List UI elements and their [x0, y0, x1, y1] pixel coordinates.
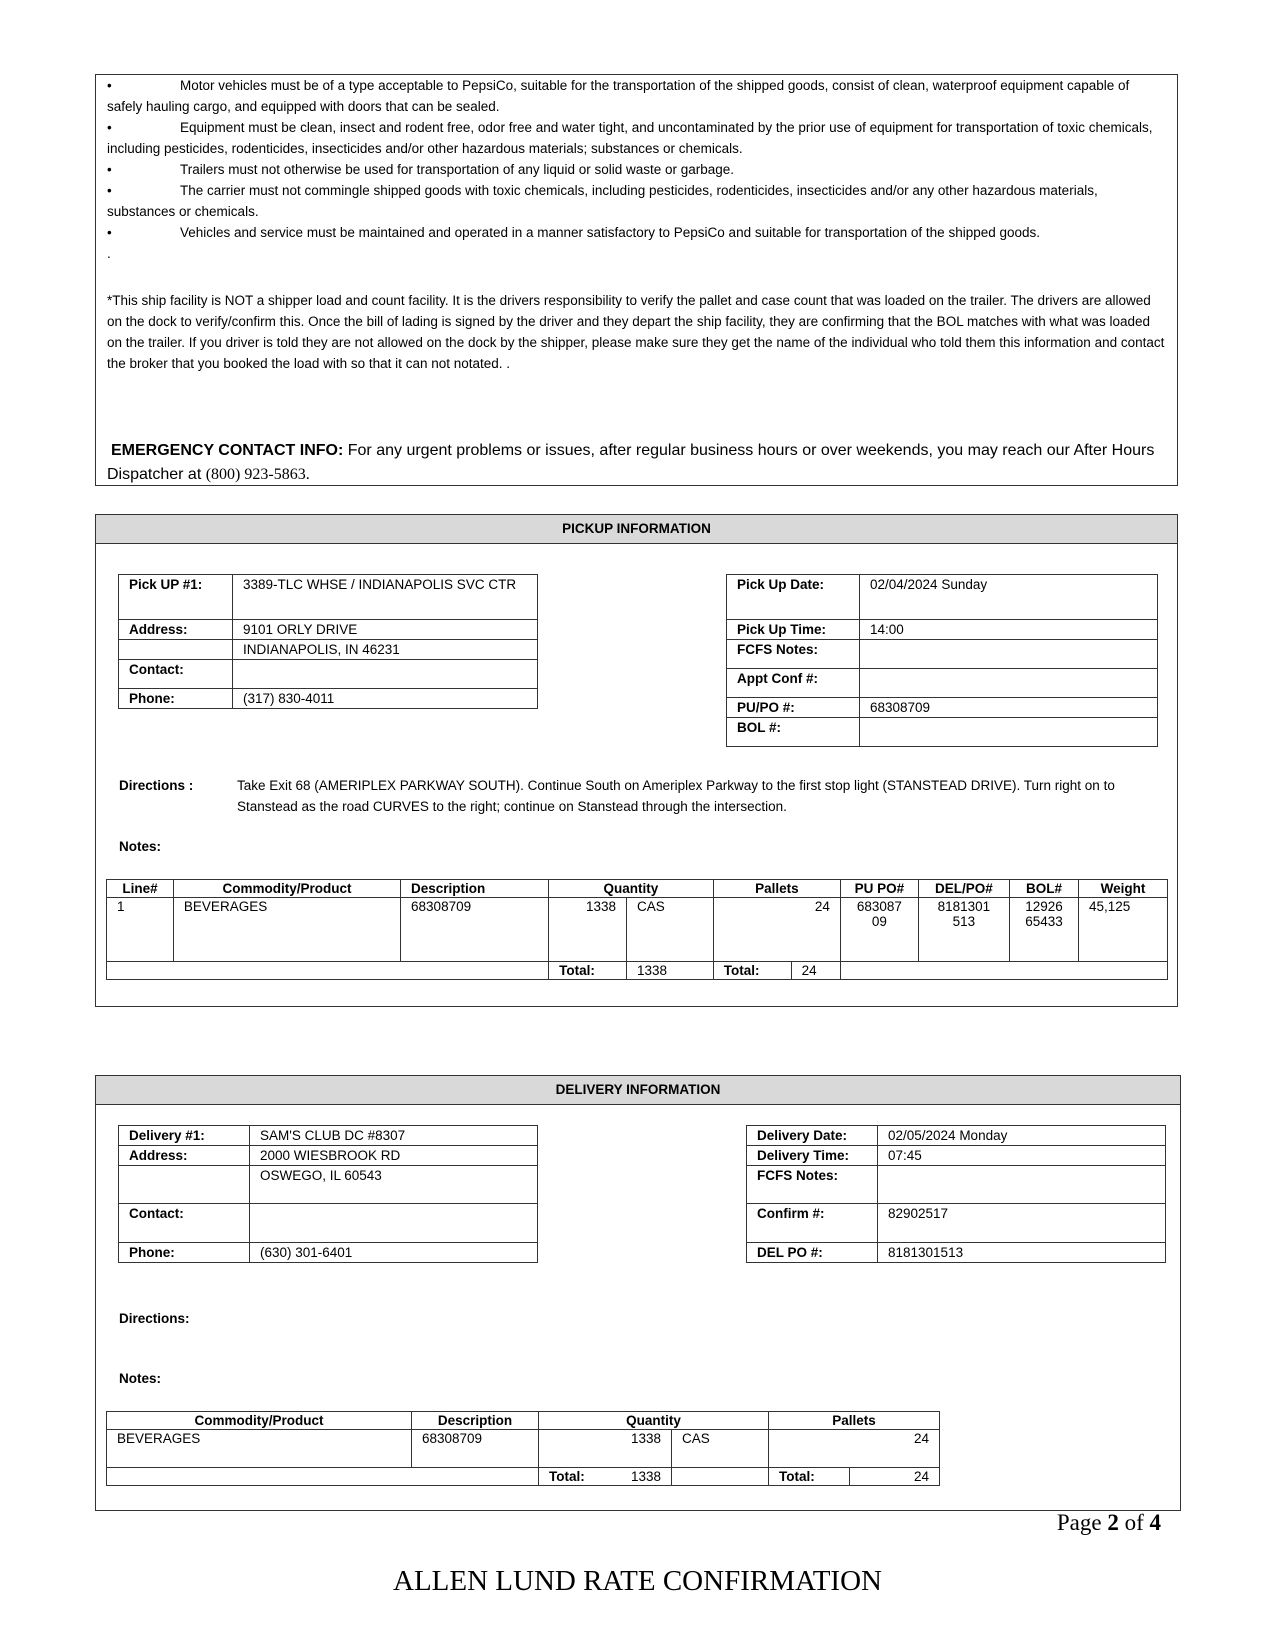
delivery-date-value: 02/05/2024 Monday [878, 1126, 1166, 1146]
terms-bullet-4 [107, 180, 1167, 222]
delivery-number-label: Delivery #1: [119, 1126, 250, 1146]
empty-cell [119, 1166, 250, 1204]
pickup-contact-value [233, 660, 538, 689]
item-description: 68308709 [401, 898, 549, 962]
pickup-contact-label: Contact: [119, 660, 233, 689]
delivery-confirm-value: 82902517 [878, 1204, 1166, 1243]
table-row [107, 1430, 940, 1468]
total-pallets-label: Total: [713, 962, 791, 980]
item-pallets: 24 [713, 898, 840, 962]
item-bol: 12926 65433 [1009, 898, 1078, 962]
pickup-fcfs-value [860, 640, 1158, 669]
bullet-text: Motor vehicles must be of a type acceptable to PepsiCo, suitable for the transportation of the shipped goods, consist of clean, waterproof equipment capable of safely hauling cargo, and equipped with doors that can be sealed. [107, 78, 1130, 114]
pickup-number-value: 3389-TLC WHSE / INDIANAPOLIS SVC CTR [233, 575, 538, 620]
pickup-phone-label: Phone: [119, 689, 233, 709]
item-pu-po: 683087 09 [840, 898, 918, 962]
item-unit: CAS [672, 1430, 769, 1468]
pickup-bol-value [860, 718, 1158, 747]
delivery-confirm-label: Confirm #: [747, 1204, 878, 1243]
delivery-fcfs-value [878, 1166, 1166, 1204]
pickup-date-value: 02/04/2024 Sunday [860, 575, 1158, 620]
terms-bullet-1 [107, 75, 1167, 117]
delivery-time-label: Delivery Time: [747, 1146, 878, 1166]
terms-bullet-list [107, 75, 1167, 264]
col-pallets: Pallets [769, 1412, 940, 1430]
total-pallets-value: 24 [850, 1468, 940, 1486]
empty-cell [840, 962, 1167, 980]
terms-bullet-5 [107, 222, 1167, 243]
delivery-contact-label: Contact: [119, 1204, 250, 1243]
total-qty-cell [539, 1468, 672, 1486]
pickup-section [95, 514, 1178, 1007]
item-line: 1 [107, 898, 174, 962]
emergency-text: For any urgent problems or issues, after regular business hours or over weekends, you may reach our After Hours Dispatcher at [107, 442, 1155, 483]
terms-bullet-3 [107, 159, 1167, 180]
page-total: 4 [1149, 1510, 1161, 1535]
empty-cell [107, 1468, 539, 1486]
page-current: 2 [1107, 1510, 1119, 1535]
delivery-address-line1: 2000 WIESBROOK RD [250, 1146, 538, 1166]
delivery-delpo-label: DEL PO #: [747, 1243, 878, 1263]
delivery-phone-label: Phone: [119, 1243, 250, 1263]
delivery-schedule-table [746, 1125, 1166, 1263]
delivery-date-label: Delivery Date: [747, 1126, 878, 1146]
pickup-pupo-value: 68308709 [860, 698, 1158, 718]
col-commodity: Commodity/Product [107, 1412, 412, 1430]
pickup-notes-label: Notes: [119, 839, 162, 854]
bullet-marker: • [107, 183, 112, 198]
pickup-address-label: Address: [119, 620, 233, 640]
pickup-schedule-table [726, 574, 1158, 747]
total-qty-label: Total: [549, 1469, 585, 1484]
item-del-po: 8181301 513 [918, 898, 1009, 962]
total-qty-label: Total: [549, 962, 627, 980]
document-title: ALLEN LUND RATE CONFIRMATION [393, 1565, 882, 1597]
totals-row [107, 962, 1168, 980]
bullet-text: Vehicles and service must be maintained and operated in a manner satisfactory to PepsiCo and suitable for transportation of the shipped goods. [180, 225, 1041, 240]
delivery-contact-value [250, 1204, 538, 1243]
pickup-time-label: Pick Up Time: [727, 620, 860, 640]
terms-box [95, 74, 1178, 486]
pickup-bol-label: BOL #: [727, 718, 860, 747]
col-description: Description [412, 1412, 539, 1430]
pickup-address-line1: 9101 ORLY DRIVE [233, 620, 538, 640]
item-description: 68308709 [412, 1430, 539, 1468]
page-number [1057, 1510, 1161, 1536]
delivery-delpo-value: 8181301513 [878, 1243, 1166, 1263]
pickup-items-table [106, 879, 1168, 980]
bullet-marker: • [107, 225, 112, 240]
pickup-location-table [118, 574, 538, 709]
table-row [107, 898, 1168, 962]
col-pu-po: PU PO# [840, 880, 918, 898]
col-line: Line# [107, 880, 174, 898]
col-del-po: DEL/PO# [918, 880, 1009, 898]
delivery-address-label: Address: [119, 1146, 250, 1166]
bullet-text: Trailers must not otherwise be used for transportation of any liquid or solid waste or garbage. [180, 162, 735, 177]
bullet-marker: • [107, 120, 112, 135]
bullet-text: The carrier must not commingle shipped goods with toxic chemicals, including pesticides, rodenticides, insecticides and/or any other hazardous materials, substances or chemicals. [107, 183, 1098, 219]
delivery-location-table [118, 1125, 538, 1263]
bullet-text: Equipment must be clean, insect and rodent free, odor free and water tight, and uncontaminated by the prior use of equipment for transportation of toxic chemicals, including pesticides, rodenticides, insecticides and/or other hazardous materials; substances or chemicals. [107, 120, 1153, 156]
pickup-number-label: Pick UP #1: [119, 575, 233, 620]
emergency-phone: (800) 923-5863. [205, 466, 310, 483]
bullet-marker: • [107, 78, 112, 93]
delivery-fcfs-label: FCFS Notes: [747, 1166, 878, 1204]
pickup-time-value: 14:00 [860, 620, 1158, 640]
pickup-directions-text: Take Exit 68 (AMERIPLEX PARKWAY SOUTH). Continue South on Ameriplex Parkway to the first stop light (STANSTEAD DRIVE). Turn right on to Stanstead as the road CURVES to the right; continue on Stanstead through the intersection. [237, 778, 1115, 814]
delivery-header: DELIVERY INFORMATION [96, 1076, 1180, 1105]
total-pallets-value: 24 [791, 962, 840, 980]
terms-bullet-2 [107, 117, 1167, 159]
item-commodity: BEVERAGES [173, 898, 400, 962]
delivery-time-value: 07:45 [878, 1146, 1166, 1166]
item-weight: 45,125 [1079, 898, 1168, 962]
item-quantity: 1338 [549, 898, 627, 962]
facility-note: *This ship facility is NOT a shipper load and count facility. It is the drivers responsibility to verify the pallet and case count that was loaded on the trailer. The drivers are allowed on the dock to verify/confirm this. Once the bill of lading is signed by the driver and they depart the ship facility, they are confirming that the BOL matches with what was loaded on the trailer. If you driver is told they are not allowed on the dock by the shipper, please make sure they get the name of the individual who told them this information and contact the broker that you booked the load with so that it can not notated. . [107, 293, 1165, 371]
col-quantity: Quantity [549, 880, 714, 898]
col-quantity: Quantity [539, 1412, 769, 1430]
pickup-appt-value [860, 669, 1158, 698]
delivery-phone-value: (630) 301-6401 [250, 1243, 538, 1263]
emergency-label: EMERGENCY CONTACT INFO: [111, 442, 344, 459]
pickup-appt-label: Appt Conf #: [727, 669, 860, 698]
empty-cell [119, 640, 233, 660]
col-description: Description [401, 880, 549, 898]
item-unit: CAS [627, 898, 714, 962]
totals-row [107, 1468, 940, 1486]
col-bol: BOL# [1009, 880, 1078, 898]
col-pallets: Pallets [713, 880, 840, 898]
col-weight: Weight [1079, 880, 1168, 898]
total-qty-value: 1338 [630, 1469, 661, 1484]
delivery-section [95, 1075, 1181, 1511]
item-pallets: 24 [769, 1430, 940, 1468]
pickup-date-label: Pick Up Date: [727, 575, 860, 620]
empty-cell [107, 962, 549, 980]
col-commodity: Commodity/Product [173, 880, 400, 898]
pickup-directions-label: Directions : [119, 778, 194, 793]
pickup-pupo-label: PU/PO #: [727, 698, 860, 718]
item-quantity: 1338 [539, 1430, 672, 1468]
page-of: of [1124, 1510, 1144, 1535]
total-pallets-label: Total: [769, 1468, 850, 1486]
pickup-address-line2: INDIANAPOLIS, IN 46231 [233, 640, 538, 660]
pickup-fcfs-label: FCFS Notes: [727, 640, 860, 669]
delivery-items-table [106, 1411, 940, 1486]
delivery-directions-label: Directions: [119, 1311, 190, 1326]
empty-cell [672, 1468, 769, 1486]
bullet-marker: • [107, 162, 112, 177]
pickup-header: PICKUP INFORMATION [96, 515, 1177, 544]
delivery-notes-label: Notes: [119, 1371, 162, 1386]
total-qty-value: 1338 [627, 962, 714, 980]
stray-period: . [107, 246, 111, 261]
delivery-address-line2: OSWEGO, IL 60543 [250, 1166, 538, 1204]
delivery-number-value: SAM'S CLUB DC #8307 [250, 1126, 538, 1146]
page-prefix: Page [1056, 1510, 1102, 1535]
pickup-phone-value: (317) 830-4011 [233, 689, 538, 709]
emergency-contact [107, 439, 1167, 487]
item-commodity: BEVERAGES [107, 1430, 412, 1468]
